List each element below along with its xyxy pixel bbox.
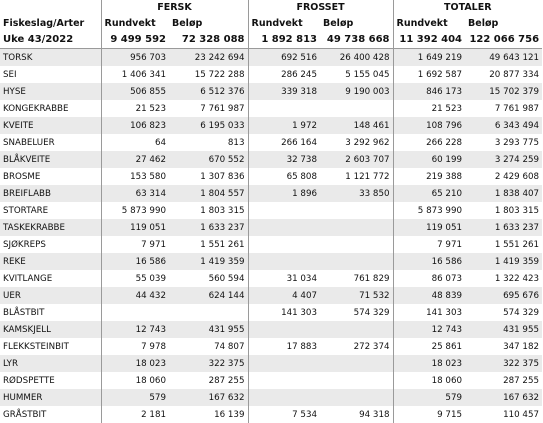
col-header-frosset-rundvekt: Rundvekt <box>248 15 320 31</box>
species-name: SNABELUER <box>0 134 101 151</box>
fersk-rundvekt: 119 051 <box>101 219 169 236</box>
totaler-belop: 3 293 775 <box>465 134 542 151</box>
fersk-rundvekt: 27 462 <box>101 151 169 168</box>
fersk-belop: 15 722 288 <box>169 66 248 83</box>
species-name: RØDSPETTE <box>0 372 101 389</box>
fersk-rundvekt: 956 703 <box>101 49 169 67</box>
totaler-belop: 431 955 <box>465 321 542 338</box>
fersk-belop: 167 632 <box>169 389 248 406</box>
table-row <box>0 321 542 338</box>
species-name: STORTARE <box>0 202 101 219</box>
totaler-rundvekt: 846 173 <box>393 83 465 100</box>
week-fersk-rundvekt: 9 499 592 <box>101 31 169 49</box>
totaler-belop: 2 429 608 <box>465 168 542 185</box>
frosset-belop <box>320 372 393 389</box>
group-header-frosset: FROSSET <box>248 0 393 15</box>
species-name: HYSE <box>0 83 101 100</box>
fersk-rundvekt: 55 039 <box>101 270 169 287</box>
fersk-rundvekt: 5 873 990 <box>101 202 169 219</box>
fersk-rundvekt: 153 580 <box>101 168 169 185</box>
totaler-belop: 15 702 379 <box>465 83 542 100</box>
fersk-rundvekt: 12 743 <box>101 321 169 338</box>
frosset-belop: 761 829 <box>320 270 393 287</box>
fersk-rundvekt <box>101 304 169 321</box>
week-totaler-rundvekt: 11 392 404 <box>393 31 465 49</box>
frosset-rundvekt <box>248 100 320 117</box>
totaler-rundvekt: 9 715 <box>393 406 465 423</box>
species-name: SJØKREPS <box>0 236 101 253</box>
frosset-belop: 148 461 <box>320 117 393 134</box>
species-name: KONGEKRABBE <box>0 100 101 117</box>
fersk-rundvekt: 18 023 <box>101 355 169 372</box>
col-header-totaler-belop: Beløp <box>465 15 542 31</box>
frosset-belop <box>320 389 393 406</box>
totaler-rundvekt: 1 649 219 <box>393 49 465 67</box>
table-row <box>0 389 542 406</box>
totaler-belop: 167 632 <box>465 389 542 406</box>
totaler-belop: 322 375 <box>465 355 542 372</box>
totaler-belop: 3 274 259 <box>465 151 542 168</box>
frosset-belop: 272 374 <box>320 338 393 355</box>
frosset-rundvekt <box>248 236 320 253</box>
totaler-rundvekt: 12 743 <box>393 321 465 338</box>
group-header-blank <box>0 0 101 15</box>
table-row <box>0 117 542 134</box>
table-row <box>0 270 542 287</box>
frosset-rundvekt: 32 738 <box>248 151 320 168</box>
week-label: Uke 43/2022 <box>0 31 101 49</box>
species-rows <box>0 49 542 423</box>
totaler-belop: 6 343 494 <box>465 117 542 134</box>
fersk-rundvekt: 64 <box>101 134 169 151</box>
frosset-rundvekt: 17 883 <box>248 338 320 355</box>
col-header-fersk-belop: Beløp <box>169 15 248 31</box>
corner-header: Fiskeslag/Arter <box>0 15 101 31</box>
fersk-belop: 1 804 557 <box>169 185 248 202</box>
totaler-belop: 574 329 <box>465 304 542 321</box>
week-frosset-belop: 49 738 668 <box>320 31 393 49</box>
totaler-rundvekt: 21 523 <box>393 100 465 117</box>
fersk-belop: 16 139 <box>169 406 248 423</box>
species-name: TORSK <box>0 49 101 67</box>
frosset-rundvekt: 141 303 <box>248 304 320 321</box>
column-header-row <box>0 15 542 31</box>
table-row <box>0 49 542 67</box>
species-name: KVITLANGE <box>0 270 101 287</box>
totaler-belop: 1 419 359 <box>465 253 542 270</box>
species-name: SEI <box>0 66 101 83</box>
table-row <box>0 202 542 219</box>
fersk-belop: 7 761 987 <box>169 100 248 117</box>
totaler-rundvekt: 108 796 <box>393 117 465 134</box>
fersk-belop: 1 803 315 <box>169 202 248 219</box>
fersk-belop: 1 419 359 <box>169 253 248 270</box>
frosset-belop: 2 603 707 <box>320 151 393 168</box>
week-total-row <box>0 31 542 49</box>
frosset-rundvekt <box>248 372 320 389</box>
fersk-rundvekt: 506 855 <box>101 83 169 100</box>
species-name: KAMSKJELL <box>0 321 101 338</box>
table-row <box>0 338 542 355</box>
totaler-belop: 1 803 315 <box>465 202 542 219</box>
fersk-belop: 813 <box>169 134 248 151</box>
fersk-belop: 431 955 <box>169 321 248 338</box>
frosset-rundvekt: 1 972 <box>248 117 320 134</box>
totaler-belop: 287 255 <box>465 372 542 389</box>
totaler-belop: 20 877 334 <box>465 66 542 83</box>
fersk-belop: 1 551 261 <box>169 236 248 253</box>
totaler-belop: 49 643 121 <box>465 49 542 67</box>
totaler-rundvekt: 18 060 <box>393 372 465 389</box>
totaler-rundvekt: 1 692 587 <box>393 66 465 83</box>
fersk-rundvekt: 18 060 <box>101 372 169 389</box>
fersk-belop: 287 255 <box>169 372 248 389</box>
frosset-belop: 94 318 <box>320 406 393 423</box>
frosset-rundvekt: 7 534 <box>248 406 320 423</box>
frosset-rundvekt <box>248 219 320 236</box>
frosset-rundvekt: 31 034 <box>248 270 320 287</box>
frosset-belop: 33 850 <box>320 185 393 202</box>
fersk-rundvekt: 63 314 <box>101 185 169 202</box>
frosset-rundvekt <box>248 355 320 372</box>
totaler-belop: 1 633 237 <box>465 219 542 236</box>
fersk-rundvekt: 579 <box>101 389 169 406</box>
frosset-belop <box>320 100 393 117</box>
species-name: BREIFLABB <box>0 185 101 202</box>
week-frosset-rundvekt: 1 892 813 <box>248 31 320 49</box>
table-row <box>0 151 542 168</box>
species-name: GRÅSTBIT <box>0 406 101 423</box>
species-name: BLÅSTBIT <box>0 304 101 321</box>
frosset-rundvekt: 4 407 <box>248 287 320 304</box>
table-row <box>0 168 542 185</box>
species-name: TASKEKRABBE <box>0 219 101 236</box>
fersk-rundvekt: 106 823 <box>101 117 169 134</box>
frosset-rundvekt <box>248 321 320 338</box>
table-row <box>0 355 542 372</box>
table-row <box>0 304 542 321</box>
fersk-belop: 670 552 <box>169 151 248 168</box>
week-fersk-belop: 72 328 088 <box>169 31 248 49</box>
fersk-belop: 23 242 694 <box>169 49 248 67</box>
frosset-rundvekt: 1 896 <box>248 185 320 202</box>
frosset-rundvekt: 65 808 <box>248 168 320 185</box>
species-name: LYR <box>0 355 101 372</box>
fersk-rundvekt: 7 978 <box>101 338 169 355</box>
frosset-belop: 1 121 772 <box>320 168 393 185</box>
totaler-belop: 1 838 407 <box>465 185 542 202</box>
fersk-belop: 322 375 <box>169 355 248 372</box>
col-header-totaler-rundvekt: Rundvekt <box>393 15 465 31</box>
frosset-rundvekt: 692 516 <box>248 49 320 67</box>
totaler-belop: 7 761 987 <box>465 100 542 117</box>
table-row <box>0 406 542 423</box>
totaler-rundvekt: 65 210 <box>393 185 465 202</box>
fersk-rundvekt: 7 971 <box>101 236 169 253</box>
totaler-rundvekt: 48 839 <box>393 287 465 304</box>
fersk-belop: 74 807 <box>169 338 248 355</box>
frosset-rundvekt: 266 164 <box>248 134 320 151</box>
species-name: BLÅKVEITE <box>0 151 101 168</box>
frosset-belop: 5 155 045 <box>320 66 393 83</box>
col-header-frosset-belop: Beløp <box>320 15 393 31</box>
frosset-belop: 3 292 962 <box>320 134 393 151</box>
species-name: UER <box>0 287 101 304</box>
fersk-rundvekt: 16 586 <box>101 253 169 270</box>
frosset-belop <box>320 355 393 372</box>
group-header-row <box>0 0 542 15</box>
totaler-belop: 110 457 <box>465 406 542 423</box>
totaler-rundvekt: 219 388 <box>393 168 465 185</box>
fersk-belop: 560 594 <box>169 270 248 287</box>
col-header-fersk-rundvekt: Rundvekt <box>101 15 169 31</box>
table-row <box>0 66 542 83</box>
fersk-belop: 6 195 033 <box>169 117 248 134</box>
totaler-rundvekt: 16 586 <box>393 253 465 270</box>
table-row <box>0 100 542 117</box>
totaler-rundvekt: 5 873 990 <box>393 202 465 219</box>
group-header-fersk: FERSK <box>101 0 248 15</box>
species-name: HUMMER <box>0 389 101 406</box>
species-name: BROSME <box>0 168 101 185</box>
fersk-belop <box>169 304 248 321</box>
frosset-belop <box>320 236 393 253</box>
week-totaler-belop: 122 066 756 <box>465 31 542 49</box>
fersk-rundvekt: 2 181 <box>101 406 169 423</box>
frosset-belop: 26 400 428 <box>320 49 393 67</box>
totaler-rundvekt: 7 971 <box>393 236 465 253</box>
table-row <box>0 219 542 236</box>
frosset-rundvekt <box>248 389 320 406</box>
frosset-belop: 9 190 003 <box>320 83 393 100</box>
frosset-rundvekt <box>248 253 320 270</box>
totaler-rundvekt: 579 <box>393 389 465 406</box>
frosset-rundvekt: 339 318 <box>248 83 320 100</box>
frosset-rundvekt: 286 245 <box>248 66 320 83</box>
totaler-rundvekt: 60 199 <box>393 151 465 168</box>
fersk-belop: 1 307 836 <box>169 168 248 185</box>
totaler-belop: 1 551 261 <box>465 236 542 253</box>
table-row <box>0 253 542 270</box>
frosset-rundvekt <box>248 202 320 219</box>
totaler-rundvekt: 119 051 <box>393 219 465 236</box>
totaler-rundvekt: 266 228 <box>393 134 465 151</box>
species-name: REKE <box>0 253 101 270</box>
frosset-belop <box>320 202 393 219</box>
fersk-rundvekt: 44 432 <box>101 287 169 304</box>
table-row <box>0 287 542 304</box>
frosset-belop <box>320 253 393 270</box>
frosset-belop: 574 329 <box>320 304 393 321</box>
frosset-belop <box>320 321 393 338</box>
frosset-belop: 71 532 <box>320 287 393 304</box>
fersk-belop: 624 144 <box>169 287 248 304</box>
table-row <box>0 236 542 253</box>
totaler-rundvekt: 141 303 <box>393 304 465 321</box>
species-name: FLEKKSTEINBIT <box>0 338 101 355</box>
totaler-rundvekt: 18 023 <box>393 355 465 372</box>
fersk-belop: 6 512 376 <box>169 83 248 100</box>
table-row <box>0 372 542 389</box>
fersk-rundvekt: 1 406 341 <box>101 66 169 83</box>
fersk-rundvekt: 21 523 <box>101 100 169 117</box>
species-name: KVEITE <box>0 117 101 134</box>
group-header-totaler: TOTALER <box>393 0 542 15</box>
totaler-belop: 347 182 <box>465 338 542 355</box>
fersk-belop: 1 633 237 <box>169 219 248 236</box>
totaler-rundvekt: 25 861 <box>393 338 465 355</box>
table-row <box>0 83 542 100</box>
totaler-belop: 1 322 423 <box>465 270 542 287</box>
table-row <box>0 185 542 202</box>
totaler-rundvekt: 86 073 <box>393 270 465 287</box>
totaler-belop: 695 676 <box>465 287 542 304</box>
table-row <box>0 134 542 151</box>
frosset-belop <box>320 219 393 236</box>
